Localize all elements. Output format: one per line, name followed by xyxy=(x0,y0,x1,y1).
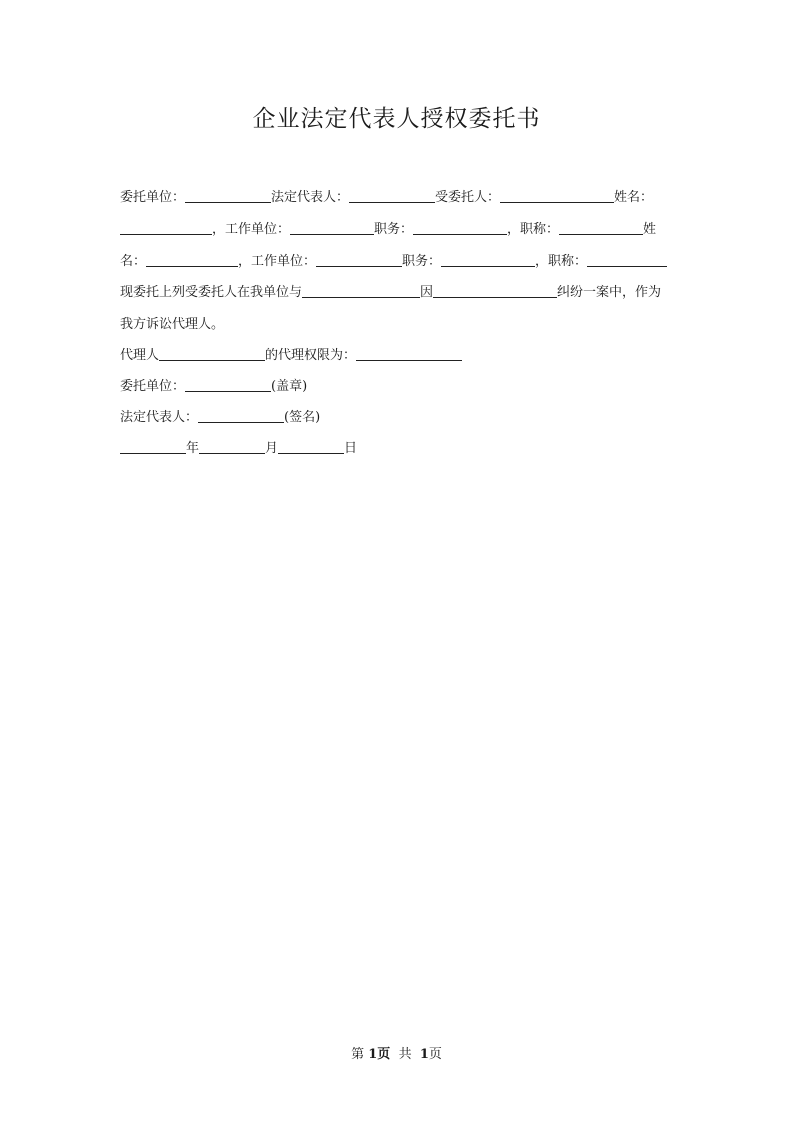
blank-year[interactable] xyxy=(120,440,186,454)
blank-agent[interactable] xyxy=(159,347,265,361)
label-name: 姓名： xyxy=(614,190,654,205)
label-authority-scope: 的代理权限为： xyxy=(265,348,357,363)
label-seal: (盖章) xyxy=(271,379,308,394)
blank-agent-2-name[interactable] xyxy=(146,253,238,267)
blank-day[interactable] xyxy=(278,440,344,454)
label-surname-part: 姓 xyxy=(643,222,657,237)
label-delegating-unit: 委托单位： xyxy=(120,190,186,205)
line-date xyxy=(120,437,675,456)
blank-entrusted-person[interactable] xyxy=(500,189,614,203)
blank-agent-2-work-unit[interactable] xyxy=(316,253,402,267)
blank-agent-1-title[interactable] xyxy=(559,221,643,235)
label-position-2: 职务： xyxy=(402,254,442,269)
label-agent: 代理人 xyxy=(120,348,160,363)
blank-agent-1-name[interactable] xyxy=(120,221,212,235)
text-because: 因 xyxy=(420,285,434,300)
blank-agent-2-title[interactable] xyxy=(587,253,667,267)
label-entrusted-person: 受委托人： xyxy=(435,190,501,205)
footer-ye-2: 页 xyxy=(428,1047,442,1062)
blank-delegating-unit[interactable] xyxy=(185,189,271,203)
text-litigation-agent: 我方诉讼代理人。 xyxy=(120,317,225,332)
blank-authority-scope[interactable] xyxy=(356,347,462,361)
blank-legal-representative[interactable] xyxy=(349,189,435,203)
line-representative-signature xyxy=(120,406,675,425)
label-legal-representative-sign: 法定代表人： xyxy=(120,410,199,425)
document-title: 企业法定代表人授权委托书 xyxy=(252,106,541,132)
line-case-statement xyxy=(120,281,675,300)
label-name-part: 名： xyxy=(120,254,147,269)
label-delegating-unit-sign: 委托单位： xyxy=(120,379,186,394)
line-agent-authority xyxy=(120,344,675,363)
label-legal-representative: 法定代表人： xyxy=(271,190,350,205)
footer-page-number: 1 xyxy=(368,1047,378,1062)
line-delegating-parties xyxy=(120,186,675,205)
label-day: 日 xyxy=(344,441,358,456)
blank-agent-1-work-unit[interactable] xyxy=(290,221,374,235)
label-year: 年 xyxy=(186,441,200,456)
label-title-2: ，职称： xyxy=(535,254,588,269)
blank-signature[interactable] xyxy=(198,409,284,423)
page-footer xyxy=(0,1043,793,1062)
label-month: 月 xyxy=(265,441,279,456)
label-work-unit: ，工作单位： xyxy=(212,222,291,237)
blank-agent-1-position[interactable] xyxy=(413,221,507,235)
line-agent-2-details xyxy=(120,250,675,269)
label-signature: (签名) xyxy=(284,410,321,425)
footer-total-pages: 1 xyxy=(419,1047,429,1062)
blank-month[interactable] xyxy=(199,440,265,454)
line-unit-seal xyxy=(120,375,675,394)
line-agent-1-details xyxy=(120,218,675,237)
text-dispute-case: 纠纷一案中，作为 xyxy=(557,285,662,300)
label-position: 职务： xyxy=(374,222,414,237)
footer-gong: 共 xyxy=(398,1047,412,1062)
footer-ye: 页 xyxy=(377,1047,391,1062)
blank-agent-2-position[interactable] xyxy=(441,253,535,267)
footer-di: 第 xyxy=(351,1047,365,1062)
label-title: ，职称： xyxy=(507,222,560,237)
text-entrust-statement: 现委托上列受委托人在我单位与 xyxy=(120,285,303,300)
line-litigation-agent xyxy=(120,313,675,332)
blank-dispute-type[interactable] xyxy=(433,284,557,298)
label-work-unit-2: ，工作单位： xyxy=(238,254,317,269)
blank-unit-seal[interactable] xyxy=(185,378,271,392)
blank-opposing-party[interactable] xyxy=(302,284,420,298)
